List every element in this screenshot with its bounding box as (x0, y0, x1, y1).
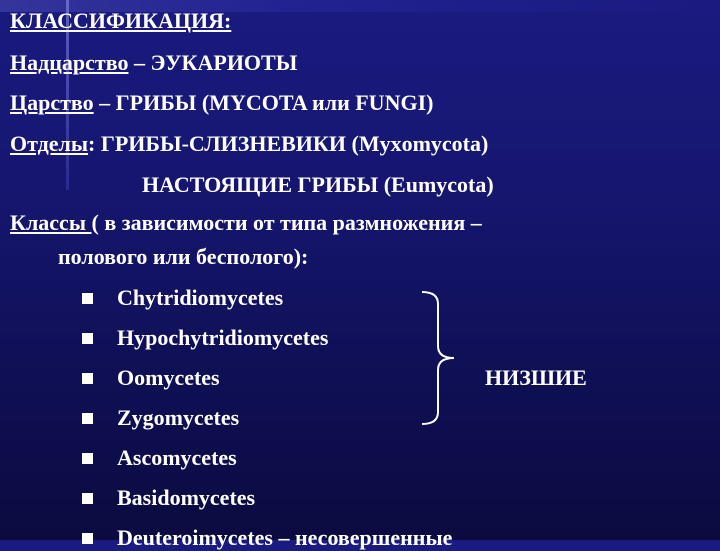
bullet-icon (82, 493, 93, 504)
bullet-icon (82, 333, 93, 344)
bullet-icon (82, 453, 93, 464)
superkingdom-line (10, 50, 297, 76)
list-item: Ascomycetes (117, 445, 237, 470)
curly-brace-icon (420, 288, 460, 428)
divisions-value: : ГРИБЫ-СЛИЗНЕВИКИ (Myxomycota) (88, 131, 489, 156)
list-item: Zygomycetes (117, 405, 240, 430)
superkingdom-label: Надцарство (10, 50, 129, 75)
classification-heading: КЛАССИФИКАЦИЯ: (10, 8, 232, 33)
list-item: Chytridiomycetes (117, 285, 284, 310)
kingdom-value: – ГРИБЫ (MYCOTA или FUNGI) (93, 90, 434, 115)
bullet-icon (82, 413, 93, 424)
bullet-icon (82, 293, 93, 304)
list-item: Hypochytridiomycetes (117, 325, 329, 350)
classes-value: ( в зависимости от типа размножения – (91, 210, 482, 235)
list-item: Basidomycetes (117, 485, 256, 510)
classes-continuation: полового или бесполого): (58, 244, 309, 269)
kingdom-label: Царство (10, 90, 94, 115)
superkingdom-value: – ЭУКАРИОТЫ (128, 50, 298, 75)
divisions-line (10, 131, 488, 157)
divisions-label: Отделы (10, 131, 89, 156)
classes-line (10, 210, 482, 236)
lower-fungi-label: НИЗШИЕ (485, 365, 587, 390)
bullet-icon (82, 373, 93, 384)
list-item: Deuteroimycetes – несовершенные (117, 525, 453, 550)
kingdom-line (10, 90, 433, 116)
list-item: Oomycetes (117, 365, 220, 390)
division-eumycota: НАСТОЯЩИЕ ГРИБЫ (Eumycota) (142, 172, 494, 197)
classes-label: Классы (10, 210, 92, 235)
bullet-icon (82, 533, 93, 544)
